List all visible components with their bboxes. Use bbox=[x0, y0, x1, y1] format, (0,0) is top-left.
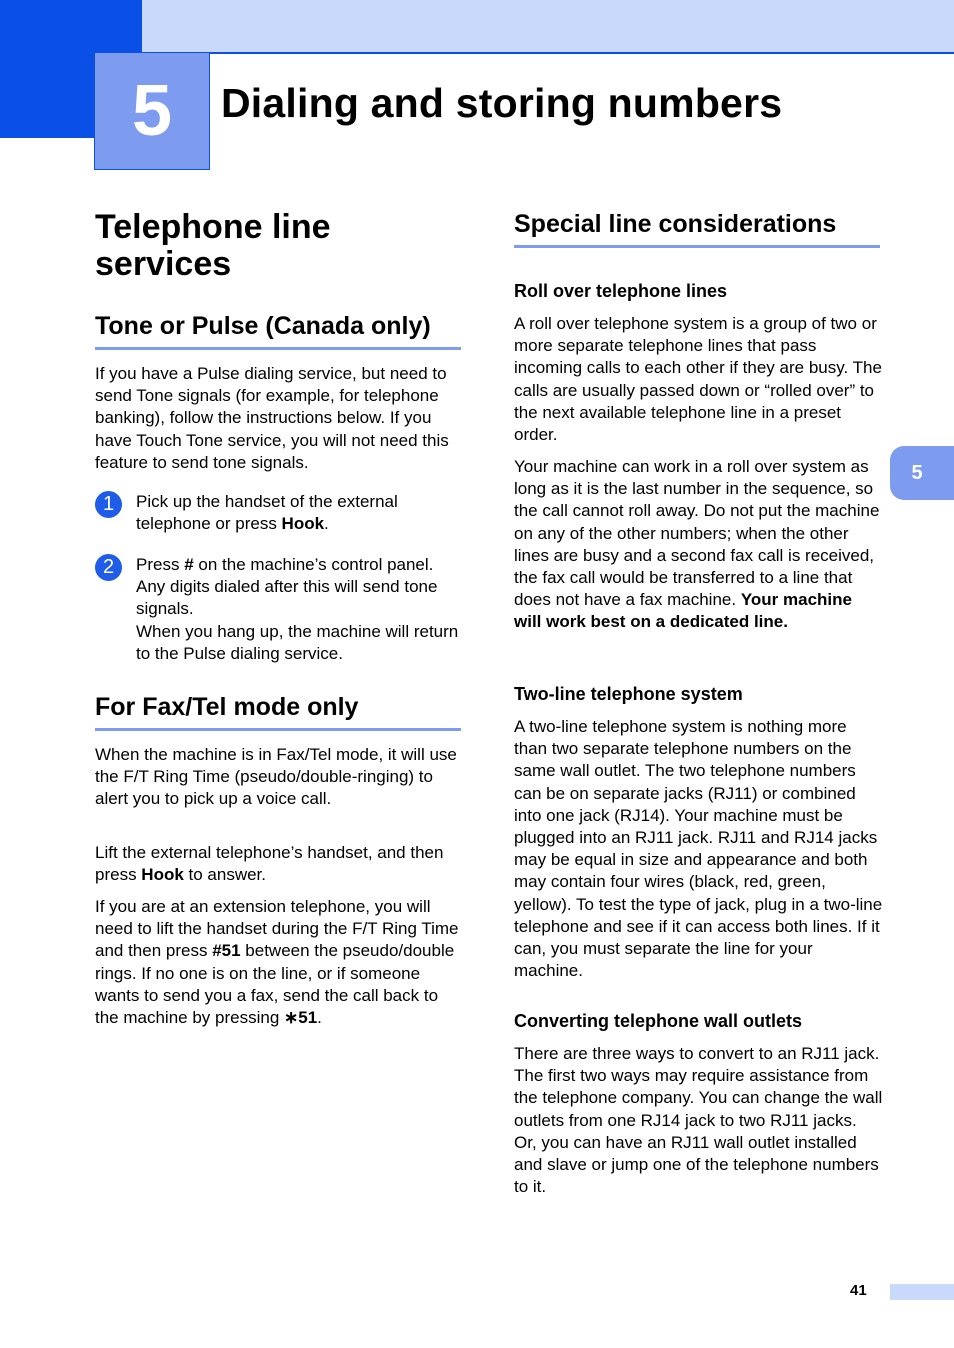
faxtel-paragraph-2: Lift the external telephone’s handset, and then press Hook to answer. bbox=[95, 843, 444, 885]
hash-key: # bbox=[184, 555, 194, 574]
hook-key: Hook bbox=[281, 514, 325, 534]
faxtel-paragraph-3: If you are at an extension telephone, you will need to lift the handset during the F/T Ring Time and then press #51 between the pseudo/double rings. If no one is on the line, or if someone wants to send you a fax, send the call back to the machine by pressing ∗51. bbox=[95, 897, 459, 1028]
step-2-text: Press # on the machine’s control panel. Any digits dialed after this will send tone signals. When you hang up, the machine will return to the Pulse dialing service. bbox=[136, 555, 459, 663]
heading-fax-tel-mode: For Fax/Tel mode only bbox=[95, 692, 461, 731]
rollover-paragraph-1: A roll over telephone system is a group of two or more separate telephone lines that pass incoming calls to each other if they are busy. The calls are usually passed down or “rolled over” to the next available telephone line in a preset order. bbox=[514, 314, 882, 445]
heading-two-line: Two-line telephone system bbox=[514, 684, 743, 704]
heading-converting-outlets: Converting telephone wall outlets bbox=[514, 1011, 803, 1031]
step-number-1: 1 bbox=[95, 491, 122, 518]
footer-bar bbox=[890, 1284, 954, 1300]
page-number: 41 bbox=[850, 1282, 867, 1299]
converting-paragraph: There are three ways to convert to an RJ11 jack. The first two ways may require assistance from the telephone company. You can change the wall outlets from one RJ14 jack to two RJ11 jacks. Or, you can have an RJ11 wall outlet installed and slave or jump one of the telephone numbers to it. bbox=[514, 1044, 883, 1197]
header-band-right bbox=[142, 0, 954, 54]
step-number-2: 2 bbox=[95, 554, 122, 581]
faxtel-paragraph-1: When the machine is in Fax/Tel mode, it will use the F/T Ring Time (pseudo/double-ringing) to alert you to pick up a voice call. bbox=[95, 745, 457, 809]
twoline-paragraph: A two-line telephone system is nothing more than two separate telephone numbers on the same wall outlet. The two telephone numbers can be on separate jacks (RJ11) or combined into one jack (RJ14). Your machine must be plugged into an RJ11 jack. RJ11 and RJ14 jacks may be equal in size and appearance and both may contain four wires (black, red, green, yellow). To test the type of jack, plug in a two-line telephone and see if it can access both lines. If it can, you must separate the line for your machine. bbox=[514, 717, 883, 981]
section-title-telephone-line-services: Telephone line services bbox=[95, 208, 331, 283]
chapter-title: Dialing and storing numbers bbox=[221, 80, 783, 126]
chapter-number-box bbox=[94, 52, 210, 170]
rollover-paragraph-2: Your machine can work in a roll over system as long as it is the last number in the sequence, so the call cannot roll away. Do not put the machine on any of the other numbers; when the other lines are busy and a second fax call is received, the fax call would be transferred to a line that does not have a fax machine. Your machine will work best on a dedicated line. bbox=[514, 457, 880, 632]
step-2-extra: When you hang up, the machine will return to the Pulse dialing service. bbox=[136, 621, 459, 663]
chapter-number: 5 bbox=[131, 71, 173, 151]
tone-intro-paragraph: If you have a Pulse dialing service, but need to send Tone signals (for example, for telephone banking), follow the instructions below. If you have Touch Tone service, you will not need this feature to send tone signals. bbox=[95, 364, 449, 472]
heading-special-line-considerations: Special line considerations bbox=[514, 209, 880, 248]
heading-roll-over: Roll over telephone lines bbox=[514, 281, 728, 301]
heading-tone-or-pulse: Tone or Pulse (Canada only) bbox=[95, 311, 461, 350]
step-1-text: Pick up the handset of the external telephone or press Hook. bbox=[136, 492, 398, 534]
chapter-side-tab: 5 bbox=[890, 446, 954, 500]
